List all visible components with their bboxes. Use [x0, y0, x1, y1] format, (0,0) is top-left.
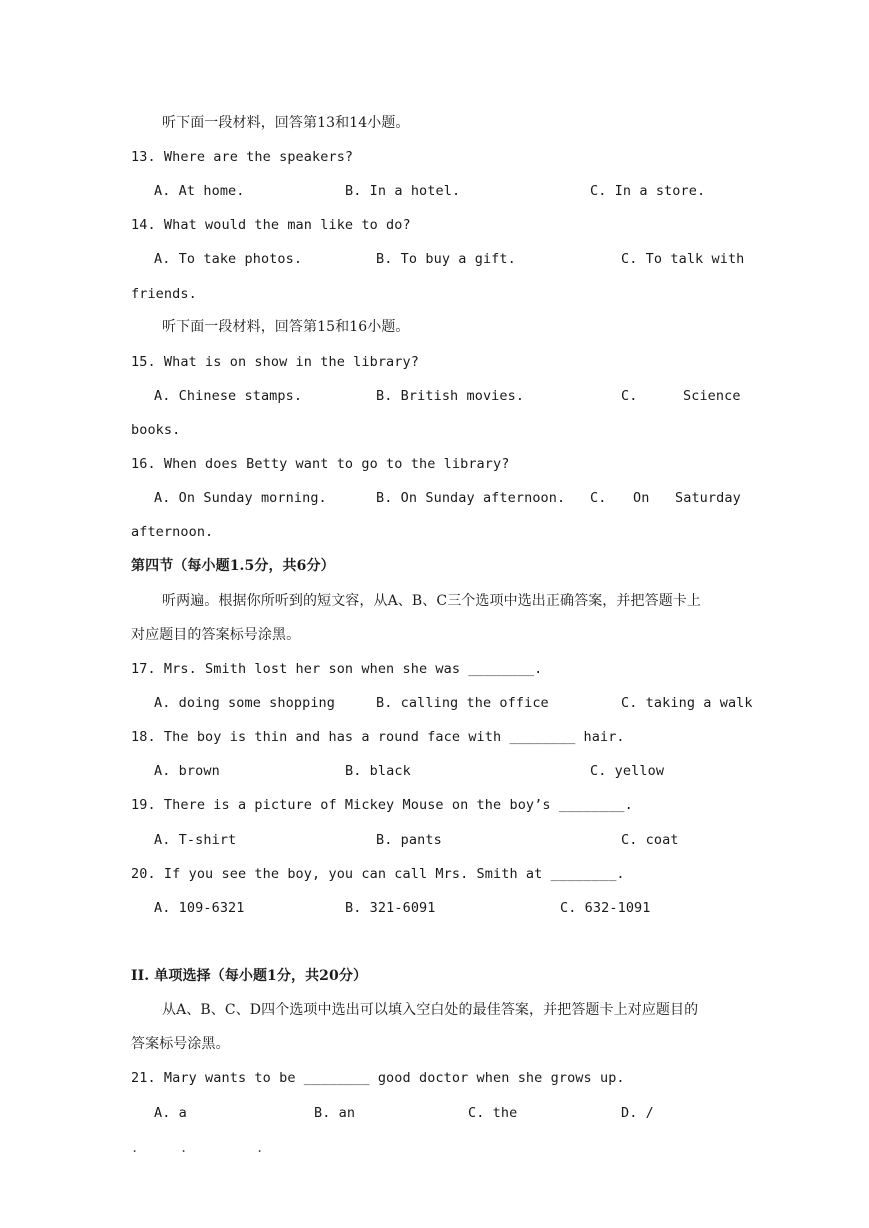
question-19-option-b: B. pants	[376, 832, 442, 848]
question-15-option-c-letter: C.	[621, 388, 638, 404]
question-21-option-d: D. /	[621, 1105, 654, 1121]
question-17-option-b: B. calling the office	[376, 695, 549, 711]
question-15-stem: 15. What is on show in the library?	[131, 354, 419, 370]
question-15-option-c-text: Science	[683, 388, 741, 404]
question-19-option-a: A. T-shirt	[154, 832, 237, 848]
question-15-option-b: B. British movies.	[376, 388, 525, 404]
question-15-option-a: A. Chinese stamps.	[154, 388, 303, 404]
question-13-option-b: B. In a hotel.	[345, 183, 461, 199]
question-19-stem: 19. There is a picture of Mickey Mouse on the boy’s ________.	[131, 797, 633, 813]
question-14-option-a: A. To take photos.	[154, 251, 303, 267]
question-17-option-a: A. doing some shopping	[154, 695, 336, 711]
question-18-stem: 18. The boy is thin and has a round face with ________ hair.	[131, 729, 625, 745]
question-21-option-a: A. a	[154, 1105, 187, 1121]
question-17-option-c: C. taking a walk	[621, 695, 753, 711]
question-16-option-c-continued: afternoon.	[131, 524, 214, 540]
question-14-option-c-continued: friends.	[131, 286, 197, 302]
section3-intro-15-16: 听下面一段材料，回答第15和16小题。	[162, 319, 410, 335]
part2-instructions-line2: 答案标号涂黑。	[131, 1036, 230, 1052]
question-13-option-c: C. In a store.	[590, 183, 706, 199]
question-18-option-b: B. black	[345, 763, 411, 779]
question-15-option-c-continued: books.	[131, 422, 181, 438]
question-16-option-c-word1: On	[633, 490, 650, 506]
question-14-option-b: B. To buy a gift.	[376, 251, 516, 267]
question-18-option-a: A. brown	[154, 763, 220, 779]
question-16-option-c-word2: Saturday	[675, 490, 741, 506]
question-20-stem: 20. If you see the boy, you can call Mrs. Smith at ________.	[131, 866, 625, 882]
question-21-stem: 21. Mary wants to be ________ good doctor when she grows up.	[131, 1070, 625, 1086]
question-17-stem: 17. Mrs. Smith lost her son when she was ________.	[131, 661, 543, 677]
footer-mark: .	[131, 1141, 139, 1155]
section3-intro-13-14: 听下面一段材料，回答第13和14小题。	[162, 115, 410, 131]
section4-instructions-line2: 对应题目的答案标号涂黑。	[131, 627, 301, 643]
question-19-option-c: C. coat	[621, 832, 679, 848]
question-16-option-b: B. On Sunday afternoon.	[376, 490, 566, 506]
question-16-option-c-letter: C.	[590, 490, 607, 506]
question-14-option-c: C. To talk with	[621, 251, 745, 267]
question-20-option-b: B. 321-6091	[345, 900, 436, 916]
question-20-option-a: A. 109-6321	[154, 900, 245, 916]
part2-instructions-line1: 从A、B、C、D四个选项中选出可以填入空白处的最佳答案，并把答题卡上对应题目的	[162, 1002, 699, 1018]
part2-heading: II. 单项选择（每小题1分，共20分）	[131, 968, 368, 984]
question-21-option-c: C. the	[468, 1105, 518, 1121]
question-13-option-a: A. At home.	[154, 183, 245, 199]
question-13-stem: 13. Where are the speakers?	[131, 149, 354, 165]
section4-heading: 第四节（每小题1.5分，共6分）	[131, 558, 335, 574]
footer-mark: .	[256, 1141, 264, 1155]
footer-mark: .	[180, 1141, 188, 1155]
question-20-option-c: C. 632-1091	[560, 900, 651, 916]
question-18-option-c: C. yellow	[590, 763, 665, 779]
section4-instructions-line1: 听两遍。根据你所听到的短文容，从A、B、C三个选项中选出正确答案，并把答题卡上	[162, 593, 702, 609]
question-21-option-b: B. an	[314, 1105, 356, 1121]
question-14-stem: 14. What would the man like to do?	[131, 217, 411, 233]
question-16-stem: 16. When does Betty want to go to the library?	[131, 456, 510, 472]
question-16-option-a: A. On Sunday morning.	[154, 490, 327, 506]
